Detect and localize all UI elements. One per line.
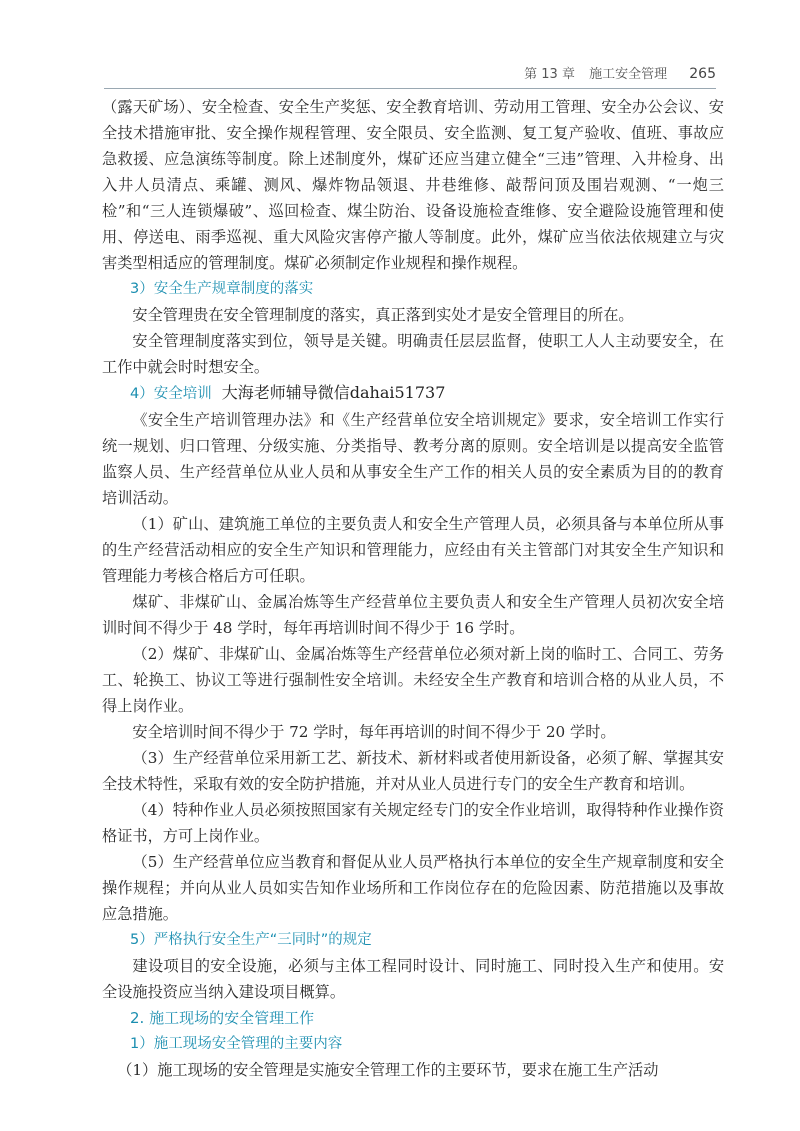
paragraph: （1）矿山、建筑施工单位的主要负责人和安全生产管理人员，必须具备与本单位所从事的生产经营活动相应的安全生产知识和管理能力，应经由有关主管部门对其安全生产知识和管理能力考核合格后方可任职。: [102, 515, 724, 585]
paragraph: 安全管理制度落实到位，领导是关键。明确责任层层监督，使职工人人主动要安全，在工作中就会时时想安全。: [102, 332, 724, 376]
subsection-heading-1: 1）施工现场安全管理的主要内容: [130, 1036, 343, 1052]
paragraph: 建设项目的安全设施，必须与主体工程同时设计、同时施工、同时投入生产和使用。安全设施投资应当纳入建设项目概算。: [102, 957, 724, 1001]
page-number: 265: [689, 66, 716, 82]
chapter-title: 施工安全管理: [589, 67, 668, 82]
paragraph: 安全培训时间不得少于 72 学时，每年再培训的时间不得少于 20 学时。: [132, 723, 616, 741]
section-heading-5: 5）严格执行安全生产“三同时”的规定: [130, 932, 372, 948]
section-heading-3: 3）安全生产规章制度的落实: [130, 281, 314, 297]
paragraph: （3）生产经营单位采用新工艺、新技术、新材料或者使用新设备，必须了解、掌握其安全技术特性，采取有效的安全防护措施，并对从业人员进行专门的安全生产教育和培训。: [102, 749, 724, 793]
section-heading-2: 2. 施工现场的安全管理工作: [130, 1009, 315, 1027]
paragraph: （5）生产经营单位应当教育和督促从业人员严格执行本单位的安全生产规章制度和安全操作规程；并向从业人员如实告知作业场所和工作岗位存在的危险因素、防范措施以及事故应急措施。: [102, 853, 724, 923]
section-heading-4: [102, 380, 724, 407]
paragraph: 安全管理贵在安全管理制度的落实，真正落到实处才是安全管理目的所在。: [132, 306, 634, 324]
watermark-text: 大海老师辅导微信dahai51737: [221, 383, 446, 402]
chapter-label: 第 13 章: [524, 67, 575, 82]
paragraph: （露天矿场）、安全检查、安全生产奖惩、安全教育培训、劳动用工管理、安全办公会议、安全技术措施审批、安全操作规程管理、安全限员、安全监测、复工复产验收、值班、事故应急救援、应急演练等制度。除上述制度外，煤矿还应当建立健全“三违”管理、入井检身、出入井人员清点、乘罐、测风、爆炸物品领退、井巷维修、敲帮问顶及围岩观测、“一炮三检”和“三人连锁爆破”、巡回检查、煤尘防治、设备设施检查维修、安全避险设施管理和使用、停送电、雨季巡视、重大风险灾害停产撤人等制度。此外，煤矿应当依法依规建立与灾害类型相适应的管理制度。煤矿必须制定作业规程和操作规程。: [102, 98, 724, 272]
paragraph: （4）特种作业人员必须按照国家有关规定经专门的安全作业培训，取得特种作业操作资格证书，方可上岗作业。: [102, 801, 724, 845]
paragraph: 《安全生产培训管理办法》和《生产经营单位安全培训规定》要求，安全培训工作实行统一规划、归口管理、分级实施、分类指导、教考分离的原则。安全培训是以提高安全监管监察人员、生产经营单位从业人员和从事安全生产工作的相关人员的安全素质为目的的教育培训活动。: [102, 411, 724, 507]
running-header: [104, 56, 716, 89]
paragraph: （1）施工现场的安全管理是实施安全管理工作的主要环节，要求在施工生产活动: [117, 1061, 659, 1079]
section-heading-4-text: 4）安全培训: [130, 386, 212, 402]
page-content: [102, 94, 724, 1083]
paragraph: 煤矿、非煤矿山、金属冶炼等生产经营单位主要负责人和安全生产管理人员初次安全培训时间不得少于 48 学时，每年再培训时间不得少于 16 学时。: [102, 593, 724, 637]
paragraph: （2）煤矿、非煤矿山、金属冶炼等生产经营单位必须对新上岗的临时工、合同工、劳务工、轮换工、协议工等进行强制性安全培训。未经安全生产教育和培训合格的从业人员，不得上岗作业。: [102, 645, 724, 715]
header-info: [524, 63, 716, 82]
